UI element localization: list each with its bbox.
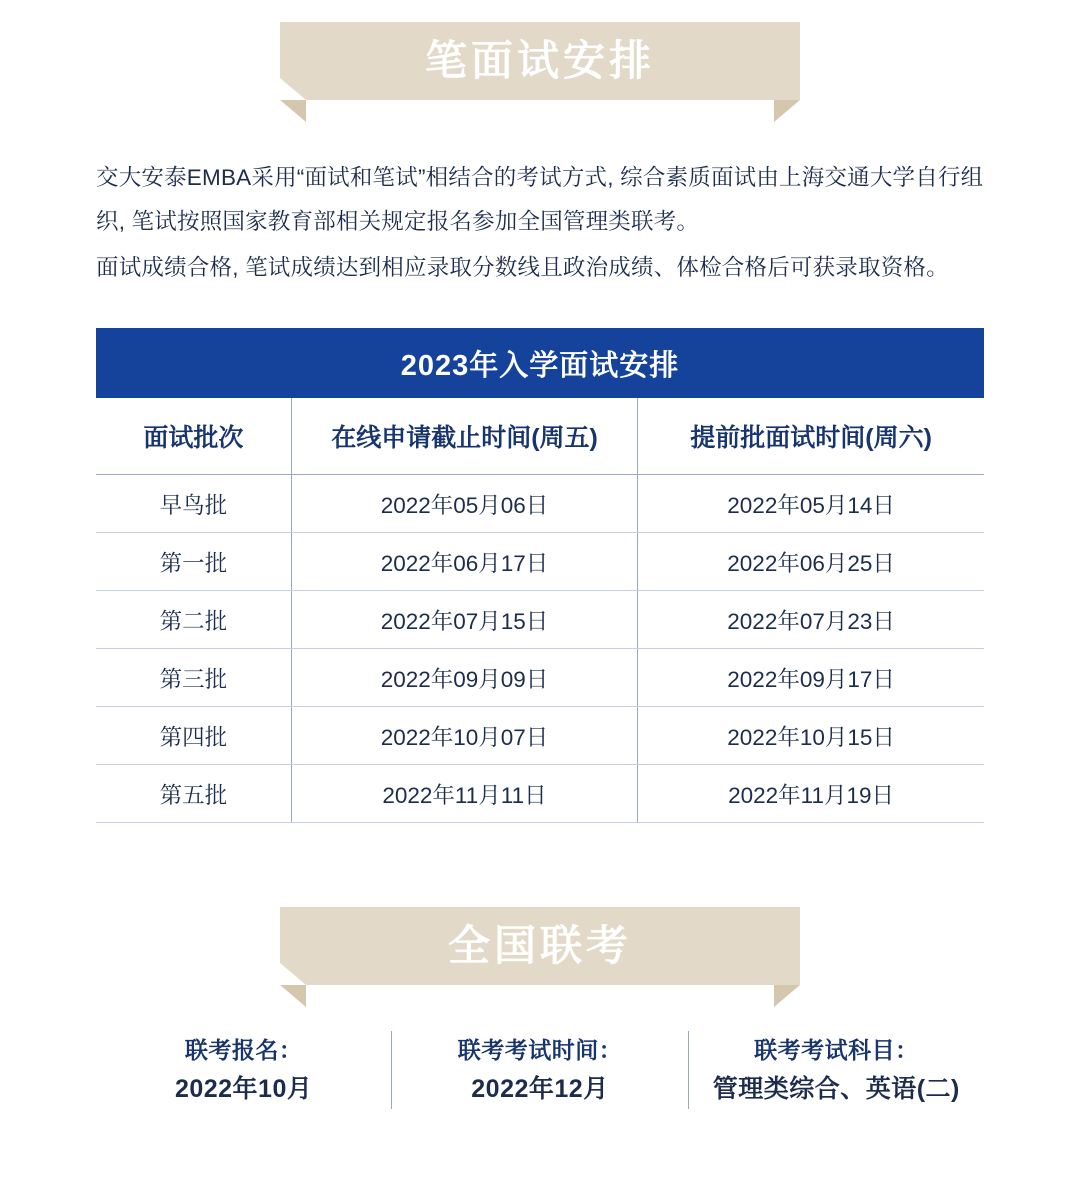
intro-paragraph-2: 面试成绩合格, 笔试成绩达到相应录取分数线且政治成绩、体检合格后可获录取资格。	[96, 255, 949, 280]
cell-batch: 第一批	[96, 533, 291, 591]
national-exam-info	[96, 1031, 984, 1109]
intro-paragraph-1: 交大安泰EMBA采用“面试和笔试”相结合的考试方式, 综合素质面试由上海交通大学自行组织, 笔试按照国家教育部相关规定报名参加全国管理类联考。	[96, 165, 984, 234]
banner-exam-arrangement	[0, 22, 1080, 100]
banner-notch-right	[774, 78, 800, 100]
banner-tail-left	[280, 100, 306, 122]
cell-batch: 第四批	[96, 707, 291, 765]
banner-notch-left	[280, 78, 306, 100]
banner-notch-right	[774, 963, 800, 985]
interview-schedule-table-wrapper	[96, 328, 984, 823]
exam-info-value: 2022年10月	[174, 1075, 313, 1103]
banner-body	[306, 22, 774, 100]
table-title-row	[96, 328, 984, 398]
cell-batch: 第五批	[96, 765, 291, 823]
table-header-row	[96, 398, 984, 475]
table-header-interview-date: 提前批面试时间(周六)	[638, 398, 984, 475]
banner-tail-left	[280, 985, 306, 1007]
cell-deadline: 2022年11月11日	[291, 765, 637, 823]
cell-batch: 第二批	[96, 591, 291, 649]
exam-info-label: 联考报名：	[184, 1037, 303, 1063]
cell-batch: 早鸟批	[96, 475, 291, 533]
cell-deadline: 2022年07月15日	[291, 591, 637, 649]
cell-deadline: 2022年06月17日	[291, 533, 637, 591]
banner-national-exam	[0, 907, 1080, 985]
cell-interview-date: 2022年05月14日	[638, 475, 984, 533]
exam-info-label: 联考考试科目：	[754, 1037, 919, 1063]
cell-interview-date: 2022年07月23日	[638, 591, 984, 649]
banner-title: 全国联考	[447, 922, 632, 969]
table-header-batch: 面试批次	[96, 398, 291, 475]
banner-tail-right	[774, 100, 800, 122]
banner-notch-left	[280, 963, 306, 985]
table-row	[96, 475, 984, 533]
table-row	[96, 591, 984, 649]
table-row	[96, 765, 984, 823]
exam-info-value: 管理类综合、英语(二)	[712, 1075, 960, 1103]
exam-info-value: 2022年12月	[471, 1075, 609, 1103]
cell-interview-date: 2022年11月19日	[638, 765, 984, 823]
exam-info-subjects	[688, 1031, 984, 1109]
exam-info-registration	[96, 1031, 391, 1109]
cell-interview-date: 2022年09月17日	[638, 649, 984, 707]
cell-interview-date: 2022年10月15日	[638, 707, 984, 765]
cell-deadline: 2022年10月07日	[291, 707, 637, 765]
cell-batch: 第三批	[96, 649, 291, 707]
banner-tail-right	[774, 985, 800, 1007]
table-row	[96, 649, 984, 707]
interview-schedule-table	[96, 328, 984, 823]
cell-interview-date: 2022年06月25日	[638, 533, 984, 591]
exam-info-label: 联考考试时间：	[457, 1037, 623, 1063]
exam-info-date	[391, 1031, 687, 1109]
intro-text	[96, 156, 984, 290]
table-row	[96, 533, 984, 591]
cell-deadline: 2022年05月06日	[291, 475, 637, 533]
table-title: 2023年入学面试安排	[96, 328, 984, 398]
banner-title: 笔面试安排	[424, 37, 655, 84]
table-row	[96, 707, 984, 765]
cell-deadline: 2022年09月09日	[291, 649, 637, 707]
banner-body	[306, 907, 774, 985]
table-header-deadline: 在线申请截止时间(周五)	[291, 398, 637, 475]
